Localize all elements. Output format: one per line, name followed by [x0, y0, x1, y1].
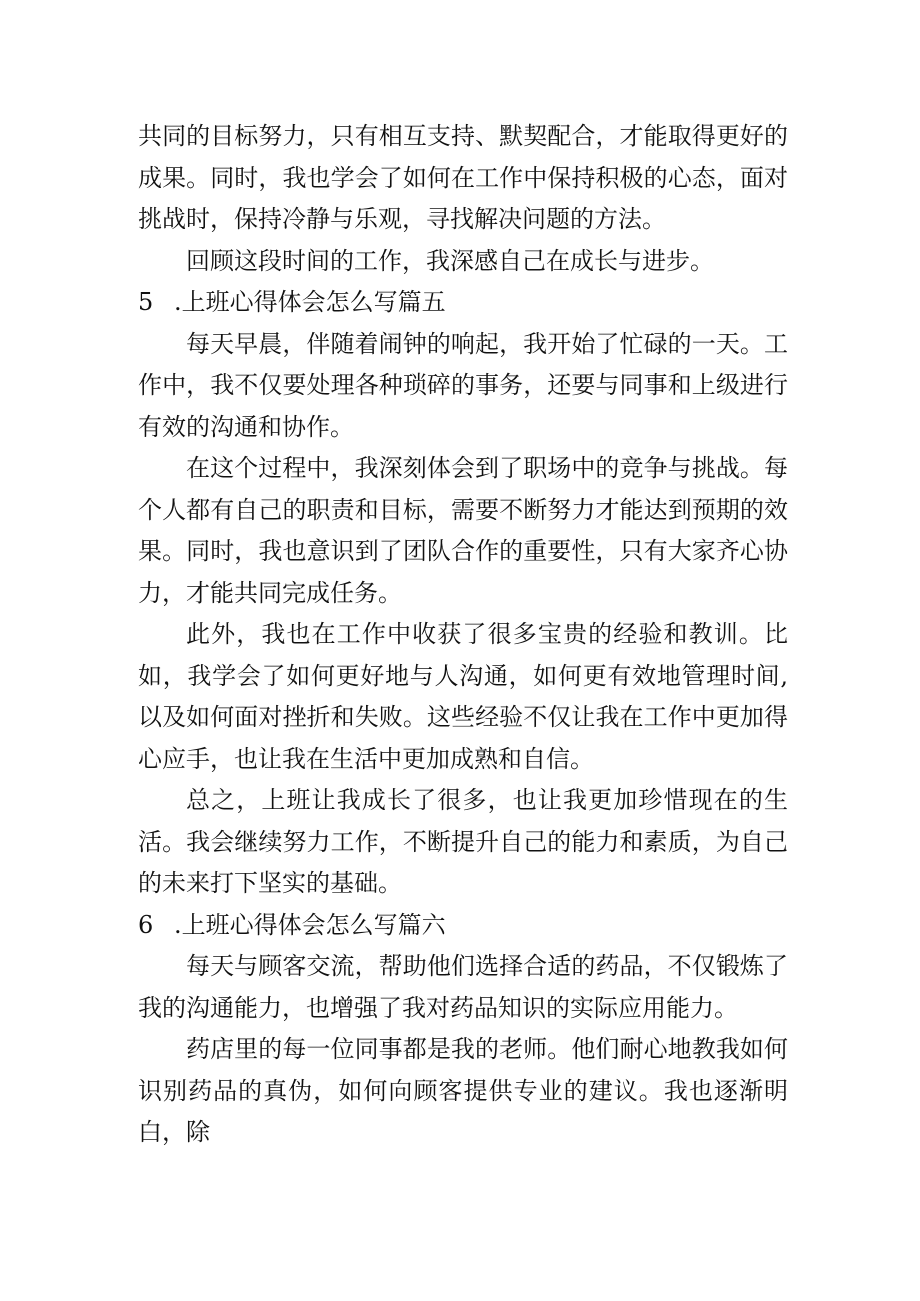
paragraph: 共同的目标努力，只有相互支持、默契配合，才能取得更好的成果。同时，我也学会了如何在工作中保持积极的心态，面对挑战时，保持冷静与乐观，寻找解决问题的方法。 — [138, 122, 788, 233]
paragraph: 此外，我也在工作中收获了很多宝贵的经验和教训。比如，我学会了如何更好地与人沟通，如何更有效地管理时间,以及如何面对挫折和失败。这些经验不仅让我在工作中更加得心应手，也让我在生活中更加成熟和自信。 — [138, 620, 788, 773]
section-heading — [138, 905, 788, 947]
document-body — [138, 116, 788, 1154]
section-title: .上班心得体会怎么写篇六 — [174, 910, 446, 939]
paragraph: 总之，上班让我成长了很多，也让我更加珍惜现在的生活。我会继续努力工作，不断提升自己的能力和素质，为自己的未来打下坚实的基础。 — [138, 786, 788, 897]
paragraph: 每天与顾客交流，帮助他们选择合适的药品，不仅锻炼了我的沟通能力，也增强了我对药品知识的实际应用能力。 — [138, 952, 788, 1022]
section-number: 6 — [138, 910, 154, 939]
section-number: 5 — [138, 288, 154, 316]
paragraph: 每天早晨，伴随着闹钟的响起，我开始了忙碌的一天。工作中，我不仅要处理各种琐碎的事务，还要与同事和上级进行有效的沟通和协作。 — [138, 329, 788, 441]
paragraph: 在这个过程中，我深刻体会到了职场中的竞争与挑战。每个人都有自己的职责和目标，需要不断努力才能达到预期的效果。同时，我也意识到了团队合作的重要性，只有大家齐心协力，才能共同完成任务。 — [138, 454, 788, 607]
paragraph: 回顾这段时间的工作，我深感自己在成长与进步。 — [186, 246, 714, 275]
paragraph: 药店里的每一位同事都是我的老师。他们耐心地教我如何识别药品的真伪，如何向顾客提供专业的建议。我也逐渐明白，除 — [138, 1035, 788, 1146]
section-title: .上班心得体会怎么写篇五 — [174, 288, 446, 316]
section-heading — [138, 282, 788, 324]
